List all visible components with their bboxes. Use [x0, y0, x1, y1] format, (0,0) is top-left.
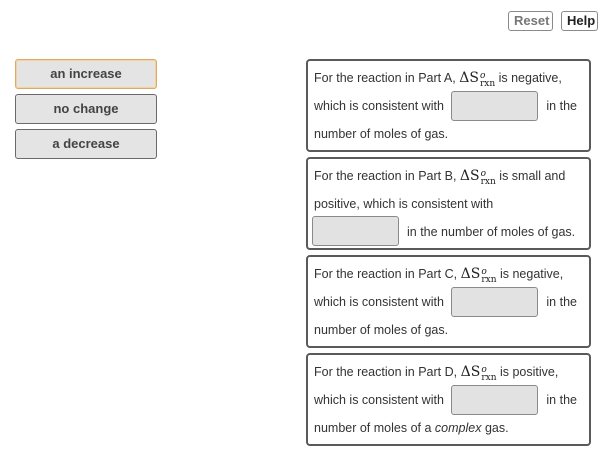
statement-text: is negative,	[498, 71, 562, 85]
statement-emphasis: complex	[434, 421, 482, 435]
delta-s-rxn-symbol: ΔS o rxn	[459, 168, 496, 187]
statement-line: positive, which is consistent with	[314, 197, 494, 211]
option-an-increase[interactable]: an increase	[15, 59, 157, 89]
statement-line: number of moles of gas.	[314, 127, 449, 141]
statement-text: is positive,	[499, 365, 559, 379]
statement-text: number of moles of a	[314, 421, 432, 435]
statement-line	[314, 70, 562, 88]
statement-text: gas.	[484, 421, 509, 435]
statement-line	[314, 168, 565, 186]
statement-line: number of moles of gas.	[314, 323, 449, 337]
statement-card-part-c	[306, 255, 591, 348]
statement-text: For the reaction in Part C,	[314, 267, 458, 281]
statement-card-part-b	[306, 157, 591, 250]
option-no-change[interactable]: no change	[15, 94, 157, 124]
statement-card-part-a	[306, 59, 591, 152]
drop-target-part-c[interactable]	[451, 287, 538, 317]
statement-line: in the	[546, 99, 577, 113]
statement-text: For the reaction in Part A,	[314, 71, 456, 85]
statement-line	[314, 420, 509, 436]
statement-line: which is consistent with	[314, 295, 444, 309]
statement-card-part-d	[306, 353, 591, 446]
statement-line: in the	[546, 393, 577, 407]
statement-line: which is consistent with	[314, 393, 444, 407]
drop-target-part-a[interactable]	[451, 91, 538, 121]
option-a-decrease[interactable]: a decrease	[15, 129, 157, 159]
statement-text: For the reaction in Part D,	[314, 365, 458, 379]
statement-text: For the reaction in Part B,	[314, 169, 457, 183]
statement-line: in the	[546, 295, 577, 309]
delta-s-rxn-symbol: ΔS o rxn	[460, 364, 497, 383]
statement-line: in the number of moles of gas.	[407, 225, 576, 239]
statement-line	[314, 266, 563, 284]
help-button[interactable]: Help	[561, 11, 598, 31]
statement-line: which is consistent with	[314, 99, 444, 113]
reset-button[interactable]: Reset	[508, 11, 553, 31]
statement-text: is small and	[499, 169, 566, 183]
delta-s-rxn-symbol: ΔS o rxn	[460, 266, 497, 285]
delta-s-rxn-symbol: ΔS o rxn	[459, 70, 496, 89]
statement-line	[314, 364, 558, 382]
drop-target-part-d[interactable]	[451, 385, 538, 415]
drop-target-part-b[interactable]	[312, 216, 399, 246]
statement-text: is negative,	[499, 267, 564, 281]
